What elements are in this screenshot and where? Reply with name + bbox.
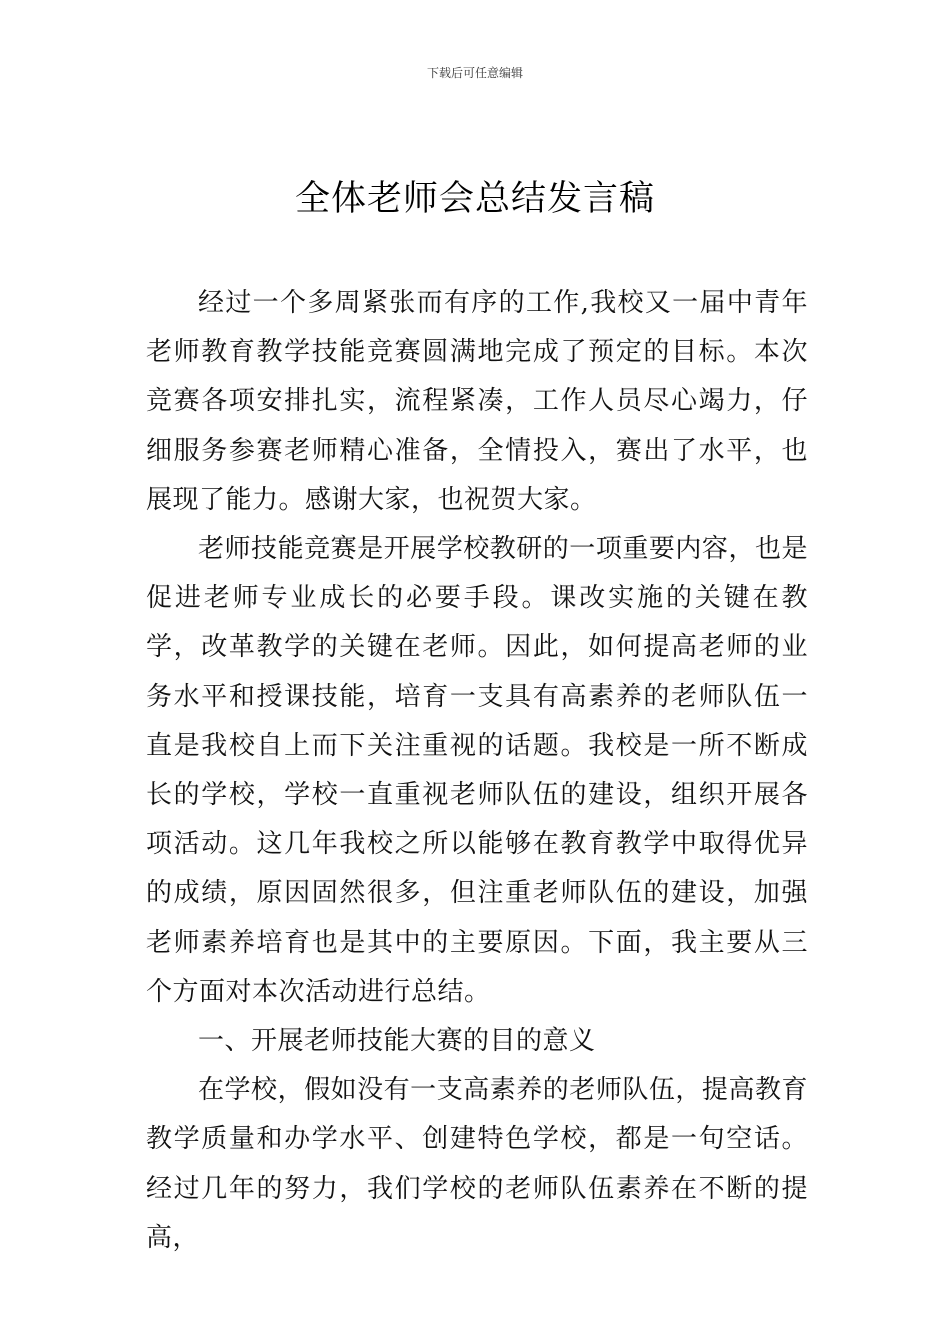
paragraph-intro: 经过一个多周紧张而有序的工作,我校又一届中青年老师教育教学技能竞赛圆满地完成了预定的目标。本次竞赛各项安排扎实，流程紧凑，工作人员尽心竭力，仔细服务参赛老师精心准备，全情投入，赛出了水平，也展现了能力。感谢大家，也祝贺大家。 — [146, 288, 808, 515]
paragraph-teacher-team: 在学校，假如没有一支高素养的老师队伍，提高教育教学质量和办学水平、创建特色学校，都是一句空话。经过几年的努力，我们学校的老师队伍素养在不断的提高， — [146, 1075, 808, 1253]
document-body — [146, 279, 808, 1263]
section-heading-purpose: 一、开展老师技能大赛的目的意义 — [198, 1026, 596, 1057]
document-title: 全体老师会总结发言稿 — [294, 179, 655, 219]
header-note: 下载后可任意编辑 — [426, 66, 523, 80]
paragraph-significance: 老师技能竞赛是开展学校教研的一项重要内容，也是促进老师专业成长的必要手段。课改实施的关键在教学，改革教学的关键在老师。因此，如何提高老师的业务水平和授课技能，培育一支具有高素养的老师队伍一直是我校自上而下关注重视的话题。我校是一所不断成长的学校，学校一直重视老师队伍的建设，组织开展各项活动。这几年我校之所以能够在教育教学中取得优异的成绩，原因固然很多，但注重老师队伍的建设，加强老师素养培育也是其中的主要原因。下面，我主要从三个方面对本次活动进行总结。 — [146, 534, 808, 1007]
